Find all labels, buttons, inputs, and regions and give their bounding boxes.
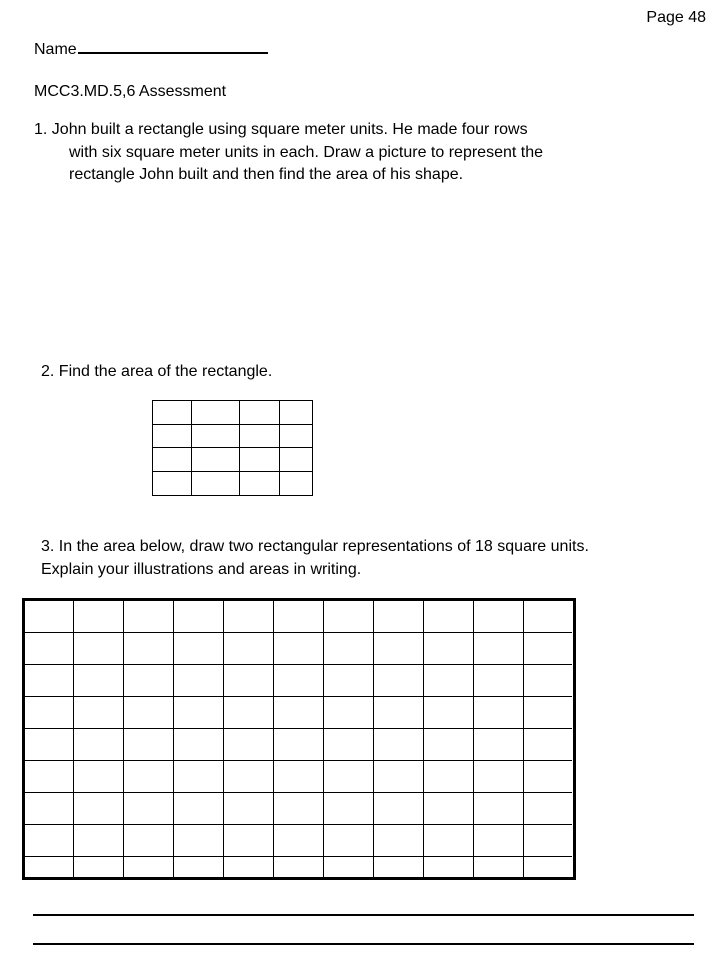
grid-cell [153,472,192,496]
grid-cell [424,665,474,697]
grid-cell [324,825,374,857]
grid-cell [124,825,174,857]
grid-cell [25,633,74,665]
grid-cell [224,729,274,761]
question-1-line-2: with six square meter units in each. Draw a picture to represent the [69,144,543,161]
grid-cell [424,697,474,729]
grid-cell [280,448,312,472]
question-2-text: 2. Find the area of the rectangle. [41,363,273,380]
grid-cell [174,729,224,761]
grid-cell [274,857,324,877]
grid-cell [74,633,124,665]
grid-cell [324,697,374,729]
grid-cell [224,793,274,825]
grid-cell [174,761,224,793]
grid-cell [124,633,174,665]
grid-cell [274,697,324,729]
grid-cell [324,761,374,793]
grid-cell [74,825,124,857]
grid-cell [74,857,124,877]
grid-cell [74,697,124,729]
grid-cell [324,633,374,665]
grid-cell [424,761,474,793]
grid-cell [224,601,274,633]
grid-cell [274,761,324,793]
grid-cell [374,729,424,761]
grid-cell [240,472,280,496]
standard-heading: MCC3.MD.5,6 Assessment [34,83,227,100]
name-blank-line[interactable] [78,38,268,54]
grid-cell [153,401,192,425]
grid-cell [280,401,312,425]
grid-cell [324,665,374,697]
grid-cell [174,697,224,729]
grid-cell [124,665,174,697]
page-number: Page 48 [646,9,706,26]
grid-cell [474,761,524,793]
grid-cell [474,825,524,857]
grid-cell [224,697,274,729]
grid-cell [74,761,124,793]
rectangle-area-grid [152,400,313,496]
grid-cell [524,729,572,761]
grid-cell [374,697,424,729]
answer-line[interactable] [33,914,694,916]
grid-cell [192,472,240,496]
grid-cell [124,793,174,825]
grid-cell [524,633,572,665]
grid-cell [524,665,572,697]
grid-cell [474,857,524,877]
name-field-row [34,38,268,60]
question-3-line-1: 3. In the area below, draw two rectangular representations of 18 square units. [41,538,589,555]
grid-cell [174,857,224,877]
grid-cell [424,857,474,877]
grid-cell [74,601,124,633]
grid-cell [240,448,280,472]
grid-cell [25,761,74,793]
grid-cell [474,665,524,697]
grid-cell [124,697,174,729]
grid-cell [192,401,240,425]
name-label: Name [34,41,77,58]
grid-cell [240,401,280,425]
grid-cell [280,472,312,496]
grid-cell [324,857,374,877]
grid-cell [174,825,224,857]
grid-cell [174,665,224,697]
grid-cell [424,729,474,761]
grid-cell [274,633,324,665]
grid-cell [424,601,474,633]
grid-cell [424,633,474,665]
grid-cell [25,601,74,633]
grid-cell [274,601,324,633]
grid-cell [224,665,274,697]
grid-cell [25,793,74,825]
grid-cell [25,697,74,729]
grid-cell [374,601,424,633]
grid-cell [280,425,312,449]
grid-cell [524,697,572,729]
grid-cell [124,761,174,793]
grid-cell [524,601,572,633]
grid-cell [224,633,274,665]
grid-cell [25,729,74,761]
grid-cell [25,665,74,697]
grid-cell [240,425,280,449]
grid-cell [424,793,474,825]
grid-cell [474,697,524,729]
grid-cell [274,793,324,825]
drawing-grid[interactable] [22,598,576,880]
grid-cell [224,825,274,857]
grid-cell [174,601,224,633]
grid-cell [324,793,374,825]
grid-cell [124,857,174,877]
grid-cell [474,729,524,761]
grid-cell [124,729,174,761]
grid-cell [274,665,324,697]
grid-cell [224,857,274,877]
grid-cell [524,857,572,877]
grid-cell [25,825,74,857]
grid-cell [274,729,324,761]
grid-cell [374,793,424,825]
grid-cell [25,857,74,877]
grid-cell [324,729,374,761]
grid-cell [524,761,572,793]
grid-cell [124,601,174,633]
grid-cell [324,601,374,633]
grid-cell [524,825,572,857]
grid-cell [474,601,524,633]
grid-cell [192,425,240,449]
grid-cell [74,793,124,825]
grid-cell [474,793,524,825]
grid-cell [524,793,572,825]
grid-cell [374,633,424,665]
question-1-line-3: rectangle John built and then find the area of his shape. [69,166,464,183]
grid-cell [74,665,124,697]
grid-cell [74,729,124,761]
grid-cell [224,761,274,793]
grid-cell [374,857,424,877]
grid-cell [192,448,240,472]
grid-cell [153,425,192,449]
grid-cell [153,448,192,472]
answer-line[interactable] [33,943,694,945]
grid-cell [374,825,424,857]
grid-cell [374,665,424,697]
grid-cell [274,825,324,857]
grid-cell [174,793,224,825]
grid-cell [174,633,224,665]
grid-cell [424,825,474,857]
grid-cell [474,633,524,665]
question-3-line-2: Explain your illustrations and areas in writing. [41,561,362,578]
question-1-line-1: 1. John built a rectangle using square meter units. He made four rows [34,121,528,138]
grid-cell [374,761,424,793]
